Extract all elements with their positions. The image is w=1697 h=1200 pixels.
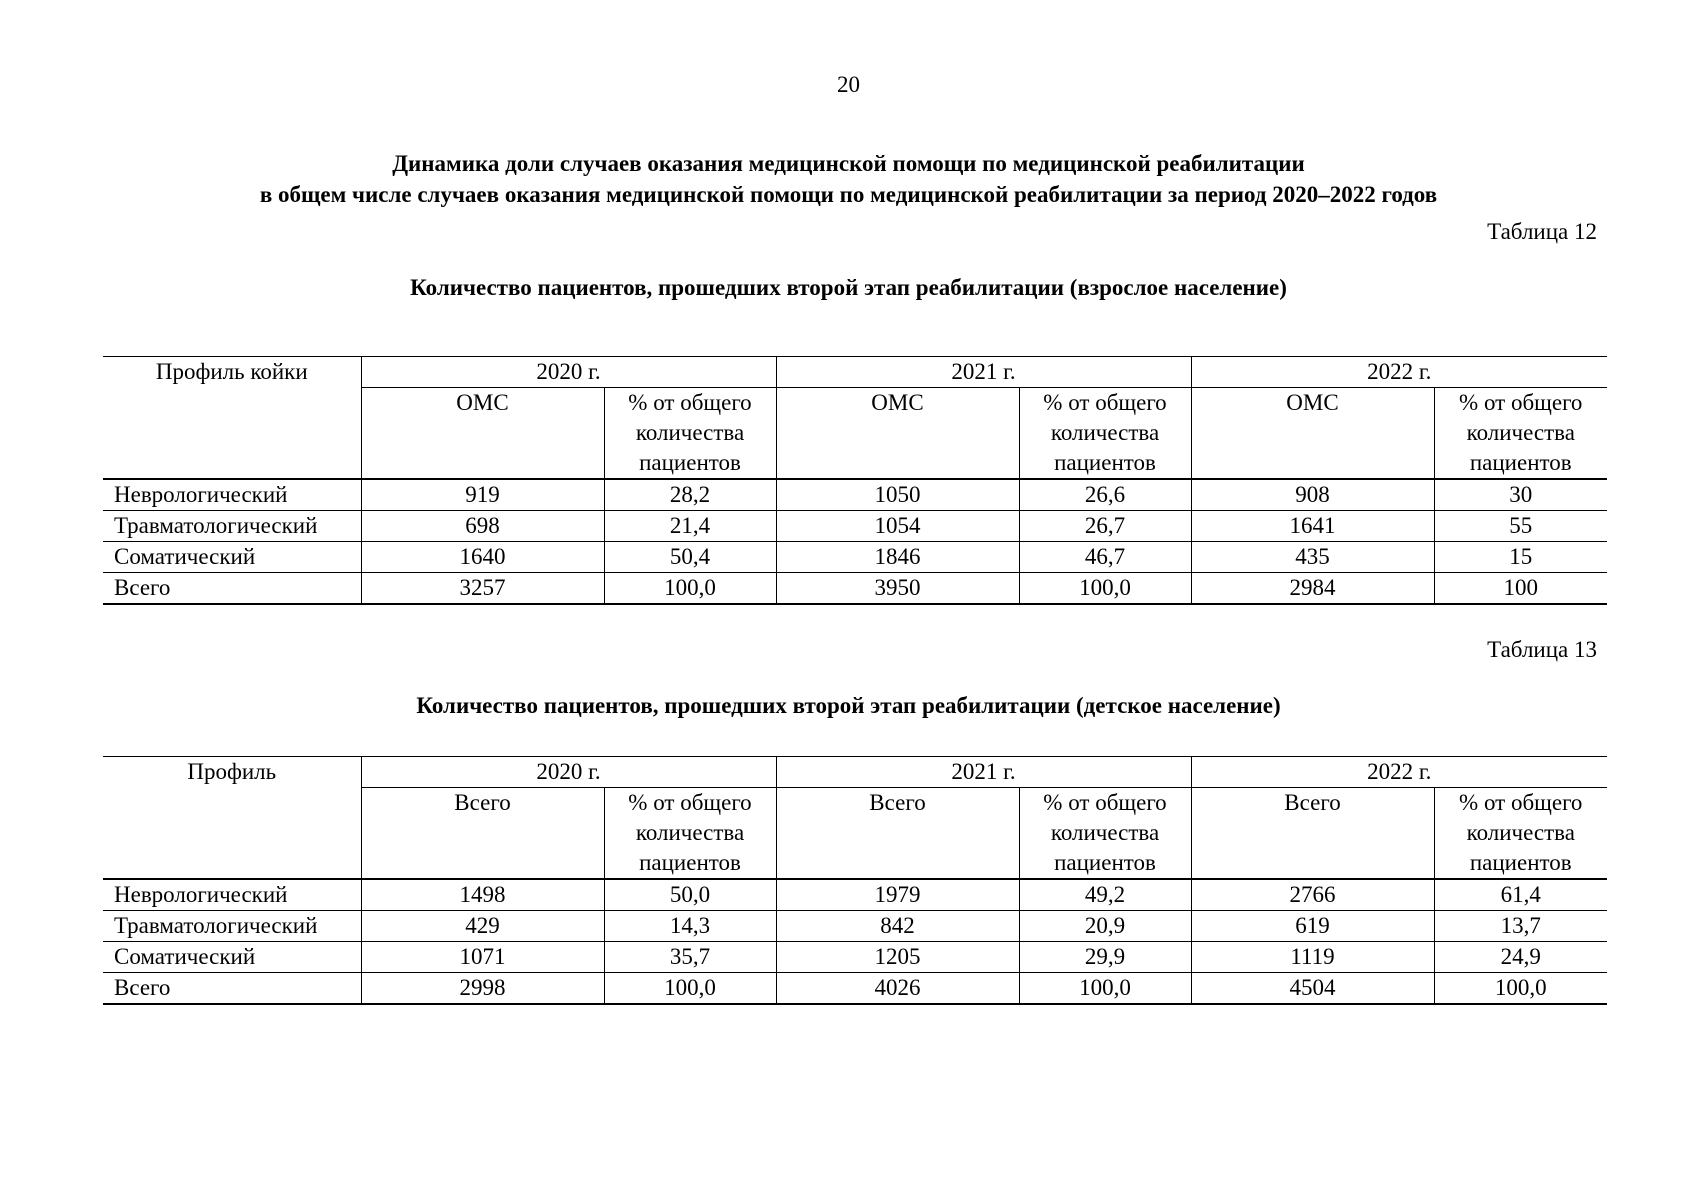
subheader-percent: % от общего количества пациентов: [1019, 788, 1191, 880]
header-year-2022: 2022 г.: [1191, 357, 1607, 388]
table-cell: 1498: [361, 879, 604, 911]
table-cell: 55: [1434, 511, 1607, 542]
header-year-2020: 2020 г.: [361, 357, 776, 388]
table-row: [103, 479, 1607, 511]
subheader-percent: % от общего количества пациентов: [604, 788, 776, 880]
table-cell: 13,7: [1434, 911, 1607, 942]
table-cell: 1641: [1191, 511, 1434, 542]
table-cell: 1119: [1191, 942, 1434, 973]
table-cell: 1071: [361, 942, 604, 973]
table-cell: 2766: [1191, 879, 1434, 911]
table-12-title: Количество пациентов, прошедших второй этап реабилитации (взрослое население): [410, 275, 1287, 300]
table-12-label: Таблица 12: [1487, 219, 1597, 244]
table-row: [103, 973, 1607, 1005]
header-profile: Профиль: [103, 757, 361, 788]
row-profile-name: Травматологический: [103, 911, 361, 942]
table-cell: 1050: [776, 479, 1019, 511]
main-title-line-1: Динамика доли случаев оказания медицинской помощи по медицинской реабилитации: [392, 151, 1305, 176]
table-cell: 2984: [1191, 573, 1434, 605]
header-year-2022: 2022 г.: [1191, 757, 1607, 788]
subheader-percent: % от общего количества пациентов: [1019, 388, 1191, 480]
main-title: [0, 148, 1697, 210]
table-cell: 100,0: [1019, 573, 1191, 605]
table-cell: 429: [361, 911, 604, 942]
table-cell: 619: [1191, 911, 1434, 942]
table-cell: 46,7: [1019, 542, 1191, 573]
row-profile-name: Всего: [103, 573, 361, 605]
table-cell: 4504: [1191, 973, 1434, 1005]
row-profile-name: Неврологический: [103, 879, 361, 911]
subheader-percent: % от общего количества пациентов: [1434, 388, 1607, 480]
table-cell: 28,2: [604, 479, 776, 511]
row-profile-name: Всего: [103, 973, 361, 1005]
table-cell: 1054: [776, 511, 1019, 542]
table-cell: 919: [361, 479, 604, 511]
table-cell: 50,4: [604, 542, 776, 573]
table-cell: 1979: [776, 879, 1019, 911]
table-cell: 2998: [361, 973, 604, 1005]
header-year-2020: 2020 г.: [361, 757, 776, 788]
table-cell: 3257: [361, 573, 604, 605]
table-cell: 100: [1434, 573, 1607, 605]
table-cell: 50,0: [604, 879, 776, 911]
table-header-row: [103, 757, 1607, 788]
table-cell: 61,4: [1434, 879, 1607, 911]
table-13: [103, 756, 1607, 1005]
table-cell: 26,6: [1019, 479, 1191, 511]
table-cell: 21,4: [604, 511, 776, 542]
table-cell: 908: [1191, 479, 1434, 511]
table-cell: 1846: [776, 542, 1019, 573]
table-row: [103, 942, 1607, 973]
subheader-oms: ОМС: [776, 388, 1019, 480]
row-profile-name: Неврологический: [103, 479, 361, 511]
table-header-row: [103, 357, 1607, 388]
table-cell: 698: [361, 511, 604, 542]
table-12: [103, 356, 1607, 605]
subheader-percent: % от общего количества пациентов: [1434, 788, 1607, 880]
table-row: [103, 542, 1607, 573]
table-cell: 29,9: [1019, 942, 1191, 973]
table-subheader-row: [103, 788, 1607, 880]
table-cell: 1205: [776, 942, 1019, 973]
subheader-percent: % от общего количества пациентов: [604, 388, 776, 480]
table-cell: 100,0: [604, 973, 776, 1005]
table-cell: 435: [1191, 542, 1434, 573]
header-empty-cell: [103, 788, 361, 880]
table-cell: 100,0: [1434, 973, 1607, 1005]
table-cell: 1640: [361, 542, 604, 573]
header-empty-cell: [103, 388, 361, 480]
table-13-title: Количество пациентов, прошедших второй этап реабилитации (детское население): [416, 693, 1281, 718]
table-cell: 30: [1434, 479, 1607, 511]
table-cell: 24,9: [1434, 942, 1607, 973]
row-profile-name: Соматический: [103, 942, 361, 973]
subheader-oms: ОМС: [1191, 388, 1434, 480]
table-row: [103, 911, 1607, 942]
table-row: [103, 511, 1607, 542]
subheader-total: Всего: [1191, 788, 1434, 880]
row-profile-name: Соматический: [103, 542, 361, 573]
header-year-2021: 2021 г.: [776, 757, 1191, 788]
table-cell: 842: [776, 911, 1019, 942]
table-cell: 20,9: [1019, 911, 1191, 942]
table-cell: 26,7: [1019, 511, 1191, 542]
table-row: [103, 573, 1607, 605]
header-year-2021: 2021 г.: [776, 357, 1191, 388]
table-cell: 35,7: [604, 942, 776, 973]
page-number: 20: [837, 72, 860, 97]
table-cell: 100,0: [1019, 973, 1191, 1005]
table-cell: 100,0: [604, 573, 776, 605]
subheader-total: Всего: [361, 788, 604, 880]
table-cell: 49,2: [1019, 879, 1191, 911]
table-subheader-row: [103, 388, 1607, 480]
table-row: [103, 879, 1607, 911]
table-cell: 3950: [776, 573, 1019, 605]
row-profile-name: Травматологический: [103, 511, 361, 542]
subheader-total: Всего: [776, 788, 1019, 880]
table-13-label: Таблица 13: [1487, 637, 1597, 662]
subheader-oms: ОМС: [361, 388, 604, 480]
table-cell: 4026: [776, 973, 1019, 1005]
main-title-line-2: в общем числе случаев оказания медицинской помощи по медицинской реабилитации за период 2020–2022 годов: [259, 182, 1438, 207]
table-cell: 14,3: [604, 911, 776, 942]
table-cell: 15: [1434, 542, 1607, 573]
header-profile: Профиль койки: [103, 357, 361, 388]
